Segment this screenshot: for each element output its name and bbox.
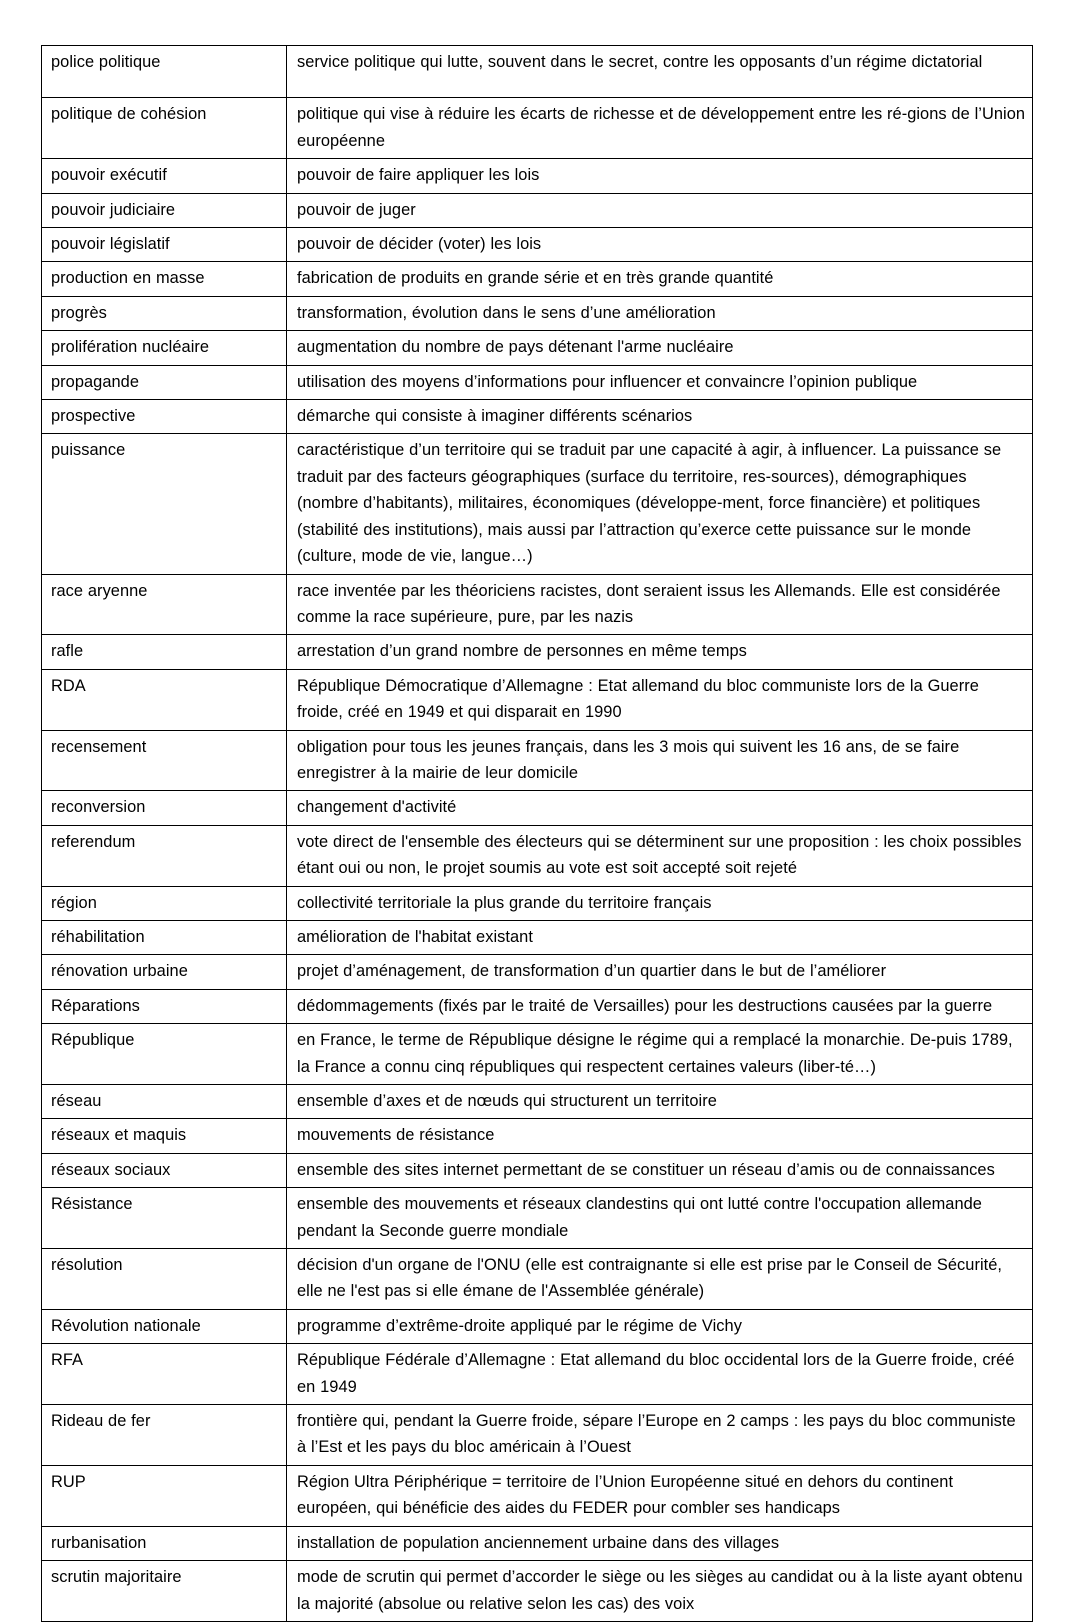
glossary-definition: obligation pour tous les jeunes français, dans les 3 mois qui suivent les 16 ans, de se faire enregistrer à la mairie de leur domicile: [287, 730, 1033, 791]
glossary-term: République: [42, 1024, 287, 1085]
table-row: [42, 400, 1033, 434]
glossary-definition: service politique qui lutte, souvent dans le secret, contre les opposants d’un régime dictatorial: [287, 46, 1033, 98]
table-row: [42, 825, 1033, 886]
glossary-definition: Région Ultra Périphérique = territoire de l’Union Européenne situé en dehors du continent européen, qui bénéficie des aides du FEDER pour combler ses handicaps: [287, 1465, 1033, 1526]
table-row: [42, 1526, 1033, 1560]
glossary-definition: vote direct de l'ensemble des électeurs qui se déterminent sur une proposition : les choix possibles étant oui ou non, le projet soumis au vote est soit accepté soit rejeté: [287, 825, 1033, 886]
table-row: [42, 1405, 1033, 1466]
glossary-definition: démarche qui consiste à imaginer différents scénarios: [287, 400, 1033, 434]
table-row: [42, 193, 1033, 227]
table-row: [42, 1465, 1033, 1526]
table-row: [42, 635, 1033, 669]
glossary-term: politique de cohésion: [42, 98, 287, 159]
glossary-definition: transformation, évolution dans le sens d’une amélioration: [287, 296, 1033, 330]
glossary-term: race aryenne: [42, 574, 287, 635]
glossary-definition: ensemble des mouvements et réseaux clandestins qui ont lutté contre l'occupation allemande pendant la Seconde guerre mondiale: [287, 1188, 1033, 1249]
table-row: [42, 434, 1033, 574]
glossary-term: recensement: [42, 730, 287, 791]
glossary-definition: ensemble des sites internet permettant de se constituer un réseau d’amis ou de connaissances: [287, 1153, 1033, 1187]
glossary-definition: race inventée par les théoriciens racistes, dont seraient issus les Allemands. Elle est considérée comme la race supérieure, pure, par les nazis: [287, 574, 1033, 635]
glossary-definition: collectivité territoriale la plus grande du territoire français: [287, 886, 1033, 920]
table-row: [42, 159, 1033, 193]
glossary-term: réseau: [42, 1085, 287, 1119]
glossary-definition: République Démocratique d’Allemagne : Etat allemand du bloc communiste lors de la Guerre froide, créé en 1949 et qui disparait en 1990: [287, 669, 1033, 730]
table-row: [42, 1188, 1033, 1249]
table-row: [42, 791, 1033, 825]
glossary-term: production en masse: [42, 262, 287, 296]
table-row: [42, 1153, 1033, 1187]
glossary-table-body: [42, 46, 1033, 1622]
table-row: [42, 1085, 1033, 1119]
glossary-definition: politique qui vise à réduire les écarts de richesse et de développement entre les ré-gions de l’Union européenne: [287, 98, 1033, 159]
glossary-term: RUP: [42, 1465, 287, 1526]
glossary-definition: changement d'activité: [287, 791, 1033, 825]
glossary-term: rafle: [42, 635, 287, 669]
glossary-term: police politique: [42, 46, 287, 98]
glossary-definition: pouvoir de décider (voter) les lois: [287, 228, 1033, 262]
table-row: [42, 365, 1033, 399]
glossary-term: pouvoir judiciaire: [42, 193, 287, 227]
glossary-definition: décision d'un organe de l'ONU (elle est contraignante si elle est prise par le Conseil de Sécurité, elle ne l'est pas si elle émane de l'Assemblée générale): [287, 1249, 1033, 1310]
glossary-definition: utilisation des moyens d’informations pour influencer et convaincre l’opinion publique: [287, 365, 1033, 399]
table-row: [42, 1249, 1033, 1310]
table-row: [42, 669, 1033, 730]
glossary-definition: fabrication de produits en grande série et en très grande quantité: [287, 262, 1033, 296]
glossary-term: rurbanisation: [42, 1526, 287, 1560]
glossary-term: propagande: [42, 365, 287, 399]
glossary-term: referendum: [42, 825, 287, 886]
glossary-definition: République Fédérale d’Allemagne : Etat allemand du bloc occidental lors de la Guerre froide, créé en 1949: [287, 1344, 1033, 1405]
table-row: [42, 1119, 1033, 1153]
table-row: [42, 730, 1033, 791]
glossary-definition: en France, le terme de République désigne le régime qui a remplacé la monarchie. De-puis 1789, la France a connu cinq républiques qui respectent certaines valeurs (liber-té…): [287, 1024, 1033, 1085]
glossary-definition: programme d’extrême-droite appliqué par le régime de Vichy: [287, 1309, 1033, 1343]
glossary-term: RDA: [42, 669, 287, 730]
glossary-definition: arrestation d’un grand nombre de personnes en même temps: [287, 635, 1033, 669]
table-row: [42, 296, 1033, 330]
glossary-term: puissance: [42, 434, 287, 574]
glossary-definition: augmentation du nombre de pays détenant l'arme nucléaire: [287, 331, 1033, 365]
glossary-term: reconversion: [42, 791, 287, 825]
table-row: [42, 886, 1033, 920]
table-row: [42, 98, 1033, 159]
glossary-definition: caractéristique d’un territoire qui se traduit par une capacité à agir, à influencer. La puissance se traduit par des facteurs géographiques (surface du territoire, res-sources), démographiques (nombre d’habitants), militaires, économiques (développe-ment, force financière) et politiques (stabilité des institutions), mais aussi par l’attraction qu’exerce cette puissance sur le monde (culture, mode de vie, langue…): [287, 434, 1033, 574]
glossary-term: résolution: [42, 1249, 287, 1310]
table-row: [42, 331, 1033, 365]
table-row: [42, 1344, 1033, 1405]
glossary-definition: dédommagements (fixés par le traité de Versailles) pour les destructions causées par la guerre: [287, 989, 1033, 1023]
glossary-term: région: [42, 886, 287, 920]
table-row: [42, 1561, 1033, 1622]
glossary-definition: amélioration de l'habitat existant: [287, 920, 1033, 954]
glossary-term: prospective: [42, 400, 287, 434]
glossary-definition: mode de scrutin qui permet d’accorder le siège ou les sièges au candidat ou à la liste ayant obtenu la majorité (absolue ou relative selon les cas) des voix: [287, 1561, 1033, 1622]
glossary-term: Réparations: [42, 989, 287, 1023]
glossary-definition: installation de population anciennement urbaine dans des villages: [287, 1526, 1033, 1560]
table-row: [42, 989, 1033, 1023]
table-row: [42, 262, 1033, 296]
table-row: [42, 228, 1033, 262]
glossary-term: RFA: [42, 1344, 287, 1405]
glossary-term: réseaux sociaux: [42, 1153, 287, 1187]
glossary-definition: frontière qui, pendant la Guerre froide, sépare l’Europe en 2 camps : les pays du bloc communiste à l’Est et les pays du bloc américain à l’Ouest: [287, 1405, 1033, 1466]
table-row: [42, 1024, 1033, 1085]
glossary-term: réseaux et maquis: [42, 1119, 287, 1153]
glossary-definition: projet d’aménagement, de transformation d’un quartier dans le but de l’améliorer: [287, 955, 1033, 989]
glossary-term: prolifération nucléaire: [42, 331, 287, 365]
glossary-term: progrès: [42, 296, 287, 330]
glossary-term: pouvoir législatif: [42, 228, 287, 262]
glossary-term: Résistance: [42, 1188, 287, 1249]
glossary-term: rénovation urbaine: [42, 955, 287, 989]
glossary-term: pouvoir exécutif: [42, 159, 287, 193]
table-row: [42, 920, 1033, 954]
glossary-term: Rideau de fer: [42, 1405, 287, 1466]
glossary-definition: ensemble d’axes et de nœuds qui structurent un territoire: [287, 1085, 1033, 1119]
table-row: [42, 574, 1033, 635]
glossary-term: Révolution nationale: [42, 1309, 287, 1343]
glossary-definition: pouvoir de faire appliquer les lois: [287, 159, 1033, 193]
glossary-term: scrutin majoritaire: [42, 1561, 287, 1622]
table-row: [42, 1309, 1033, 1343]
glossary-term: réhabilitation: [42, 920, 287, 954]
glossary-definition: mouvements de résistance: [287, 1119, 1033, 1153]
table-row: [42, 46, 1033, 98]
glossary-table: [41, 45, 1033, 1622]
table-row: [42, 955, 1033, 989]
glossary-definition: pouvoir de juger: [287, 193, 1033, 227]
